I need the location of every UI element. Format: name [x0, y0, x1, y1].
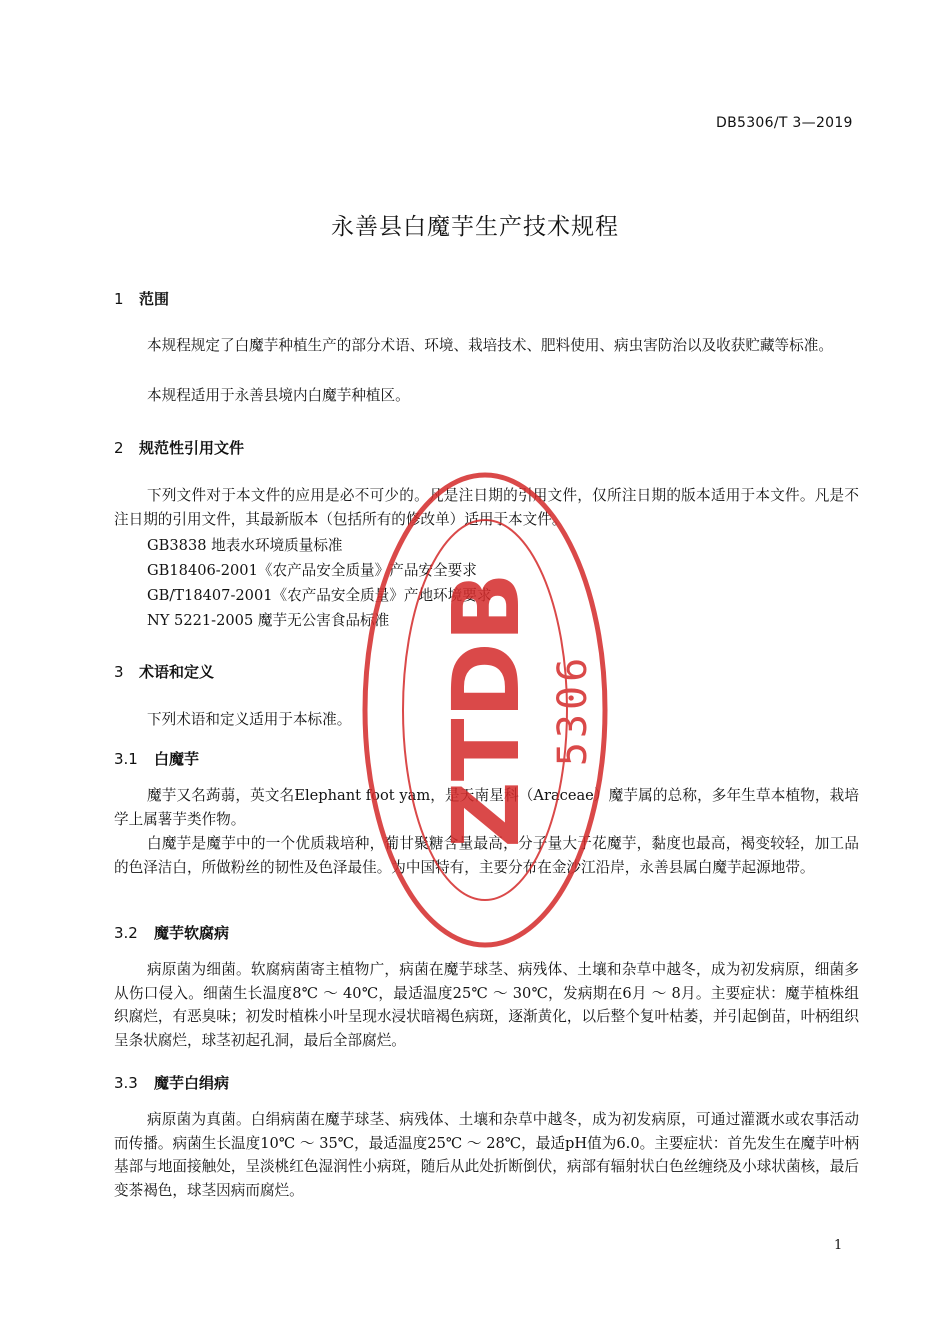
paragraph: 白魔芋是魔芋中的一个优质栽培种，葡甘聚糖含量最高，分子量大于花魔芋，黏度也最高，褐变较轻，加工品的色泽洁白，所做粉丝的韧性及色泽最佳。为中国特有，主要分布在金沙江沿岸，永善县属白魔芋起源地带。 [114, 835, 859, 876]
section-title: 规范性引用文件 [139, 439, 245, 457]
section-number: 1 [114, 290, 124, 308]
seal-main-text: ZTDB [433, 572, 540, 848]
subsection-heading-3-1 [114, 748, 199, 769]
paragraph: 下列文件对于本文件的应用是必不可少的。凡是注日期的引用文件，仅所注日期的版本适用于本文件。凡是不注日期的引用文件，其最新版本（包括所有的修改单）适用于本文件。 [114, 487, 859, 528]
reference-item: NY 5221-2005 魔芋无公害食品标准 [147, 612, 390, 629]
official-seal-stamp [350, 460, 620, 960]
section-number: 3.2 [114, 924, 138, 942]
section-heading-3 [114, 661, 214, 682]
section-title: 魔芋软腐病 [154, 924, 230, 942]
paragraph: 魔芋又名蒟蒻，英文名Elephant foot yam，是天南星科（Araceae）魔芋属的总称，多年生草本植物，栽培学上属薯芋类作物。 [114, 787, 859, 828]
section-number: 3 [114, 663, 124, 681]
section-number: 3.1 [114, 750, 138, 768]
paragraph: 本规程规定了白魔芋种植生产的部分术语、环境、栽培技术、肥料使用、病虫害防治以及收获贮藏等标准。 [147, 337, 833, 354]
paragraph: 下列术语和定义适用于本标准。 [147, 711, 352, 728]
paragraph: 病原菌为真菌。白绢病菌在魔芋球茎、病残体、土壤和杂草中越冬，成为初发病原，可通过灌溉水或农事活动而传播。病菌生长温度10℃ ～ 35℃，最适温度25℃ ～ 28℃，最适pH值为6.0。主要症状：首先发生在魔芋叶柄基部与地面接触处，呈淡桃红色湿润性小病斑，随后从此处折断倒伏，病部有辐射状白色丝缠绕及小球状菌核，最后变茶褐色，球茎因病而腐烂。 [114, 1111, 859, 1199]
reference-item: GB/T18407-2001《农产品安全质量》产地环境要求 [147, 587, 492, 604]
document-title: 永善县白魔芋生产技术规程 [331, 214, 619, 240]
paragraph: 病原菌为细菌。软腐病菌寄主植物广，病菌在魔芋球茎、病残体、土壤和杂草中越冬，成为初发病原，细菌多从伤口侵入。细菌生长温度8℃ ～ 40℃，最适温度25℃ ～ 30℃，发病期在6月 ～ 8月。主要症状：魔芋植株组织腐烂，有恶臭味；初发时植株小叶呈现水浸状暗褐色病斑，逐渐黄化，以后整个复叶枯萎，并引起倒苗，叶柄组织呈条状腐烂，球茎初起孔洞，最后全部腐烂。 [114, 961, 859, 1049]
section-number: 3.3 [114, 1074, 138, 1092]
section-title: 术语和定义 [139, 663, 215, 681]
reference-item: GB3838 地表水环境质量标准 [147, 537, 343, 554]
reference-item: GB18406-2001《农产品安全质量》产品安全要求 [147, 562, 477, 579]
section-title: 白魔芋 [154, 750, 200, 768]
seal-code-text: 5306 [550, 653, 596, 767]
section-heading-2 [114, 437, 244, 458]
section-title: 魔芋白绢病 [154, 1074, 230, 1092]
section-title: 范围 [139, 290, 170, 308]
subsection-heading-3-3 [114, 1072, 229, 1093]
section-heading-1 [114, 288, 169, 309]
section-number: 2 [114, 439, 124, 457]
page-number: 1 [834, 1238, 843, 1253]
paragraph: 本规程适用于永善县境内白魔芋种植区。 [147, 387, 410, 404]
document-number: DB5306/T 3—2019 [716, 115, 853, 131]
subsection-heading-3-2 [114, 922, 229, 943]
